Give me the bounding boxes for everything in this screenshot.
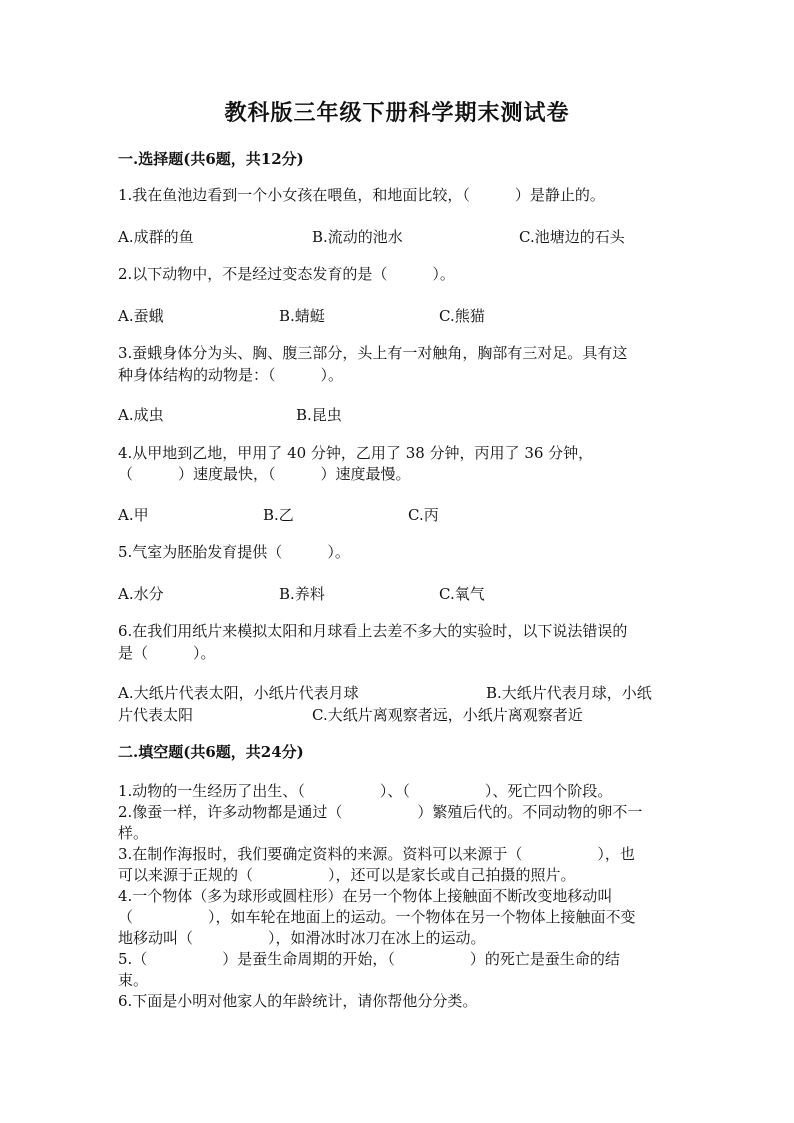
fill-line-10: 束。 — [118, 971, 149, 989]
question-1-text: 1.我在鱼池边看到一个小女孩在喂鱼，和地面比较，（ ）是静止的。 — [118, 186, 605, 204]
question-1-option-a[interactable]: A.成群的鱼 — [118, 228, 194, 246]
question-2-option-c[interactable]: C.熊猫 — [439, 307, 485, 325]
question-6-option-b-part-2[interactable]: 片代表太阳 — [118, 706, 194, 724]
question-3-line-1: 3.蚕蛾身体分为头、胸、腹三部分，头上有一对触角，胸部有三对足。具有这 — [118, 344, 628, 362]
section-2-heading: 二.填空题(共6题，共24分) — [118, 743, 304, 761]
question-4-option-c[interactable]: C.丙 — [408, 506, 439, 524]
question-6-option-a[interactable]: A.大纸片代表太阳，小纸片代表月球 — [118, 684, 359, 702]
section-1-heading: 一.选择题(共6题，共12分) — [118, 150, 304, 168]
fill-line-7: （ ），如车轮在地面上的运动。一个物体在另一个物体上接触面不变 — [118, 908, 636, 926]
question-6-option-b-part-1[interactable]: B.大纸片代表月球，小纸 — [486, 684, 652, 702]
fill-line-8: 地移动叫（ ），如滑冰时冰刀在冰上的运动。 — [118, 929, 486, 947]
question-4-line-1: 4.从甲地到乙地，甲用了 40 分钟，乙用了 38 分钟，丙用了 36 分钟， — [118, 444, 594, 462]
question-3-option-a[interactable]: A.成虫 — [118, 406, 164, 424]
question-6-option-c[interactable]: C.大纸片离观察者远，小纸片离观察者近 — [312, 706, 583, 724]
exam-title: 教科版三年级下册科学期末测试卷 — [224, 100, 570, 126]
question-5-option-a[interactable]: A.水分 — [118, 585, 164, 603]
question-5-option-b[interactable]: B.养料 — [279, 585, 325, 603]
question-5-option-c[interactable]: C.氧气 — [439, 585, 485, 603]
fill-line-3: 样。 — [118, 824, 149, 842]
fill-line-9: 5.（ ）是蚕生命周期的开始，（ ）的死亡是蚕生命的结 — [118, 950, 620, 968]
question-3-line-2: 种身体结构的动物是：（ ）。 — [118, 366, 344, 384]
fill-line-11: 6.下面是小明对他家人的年龄统计，请你帮他分分类。 — [118, 992, 478, 1010]
question-1-option-c[interactable]: C.池塘边的石头 — [519, 228, 625, 246]
question-2-option-b[interactable]: B.蜻蜓 — [279, 307, 325, 325]
question-1-option-b[interactable]: B.流动的池水 — [312, 228, 403, 246]
fill-line-2: 2.像蚕一样，许多动物都是通过（ ）繁殖后代的。不同动物的卵不一 — [118, 803, 643, 821]
fill-line-6: 4.一个物体（多为球形或圆柱形）在另一个物体上接触面不断改变地移动叫 — [118, 887, 613, 905]
question-3-option-b[interactable]: B.昆虫 — [296, 406, 342, 424]
question-2-option-a[interactable]: A.蚕蛾 — [118, 307, 164, 325]
question-4-option-b[interactable]: B.乙 — [263, 506, 294, 524]
fill-line-5: 可以来源于正规的（ ），还可以是家长或自己拍摄的照片。 — [118, 866, 576, 884]
fill-line-4: 3.在制作海报时，我们要确定资料的来源。资料可以来源于（ ），也 — [118, 845, 635, 863]
question-5-text: 5.气室为胚胎发育提供（ ）。 — [118, 543, 350, 561]
question-6-line-2: 是（ ）。 — [118, 644, 216, 662]
question-4-option-a[interactable]: A.甲 — [118, 506, 149, 524]
question-4-line-2: （ ）速度最快，（ ）速度最慢。 — [118, 465, 411, 483]
question-2-text: 2.以下动物中，不是经过变态发育的是（ ）。 — [118, 265, 455, 283]
fill-line-1: 1.动物的一生经历了出生、（ ）、（ ）、死亡四个阶段。 — [118, 782, 613, 800]
question-6-line-1: 6.在我们用纸片来模拟太阳和月球看上去差不多大的实验时，以下说法错误的 — [118, 622, 628, 640]
